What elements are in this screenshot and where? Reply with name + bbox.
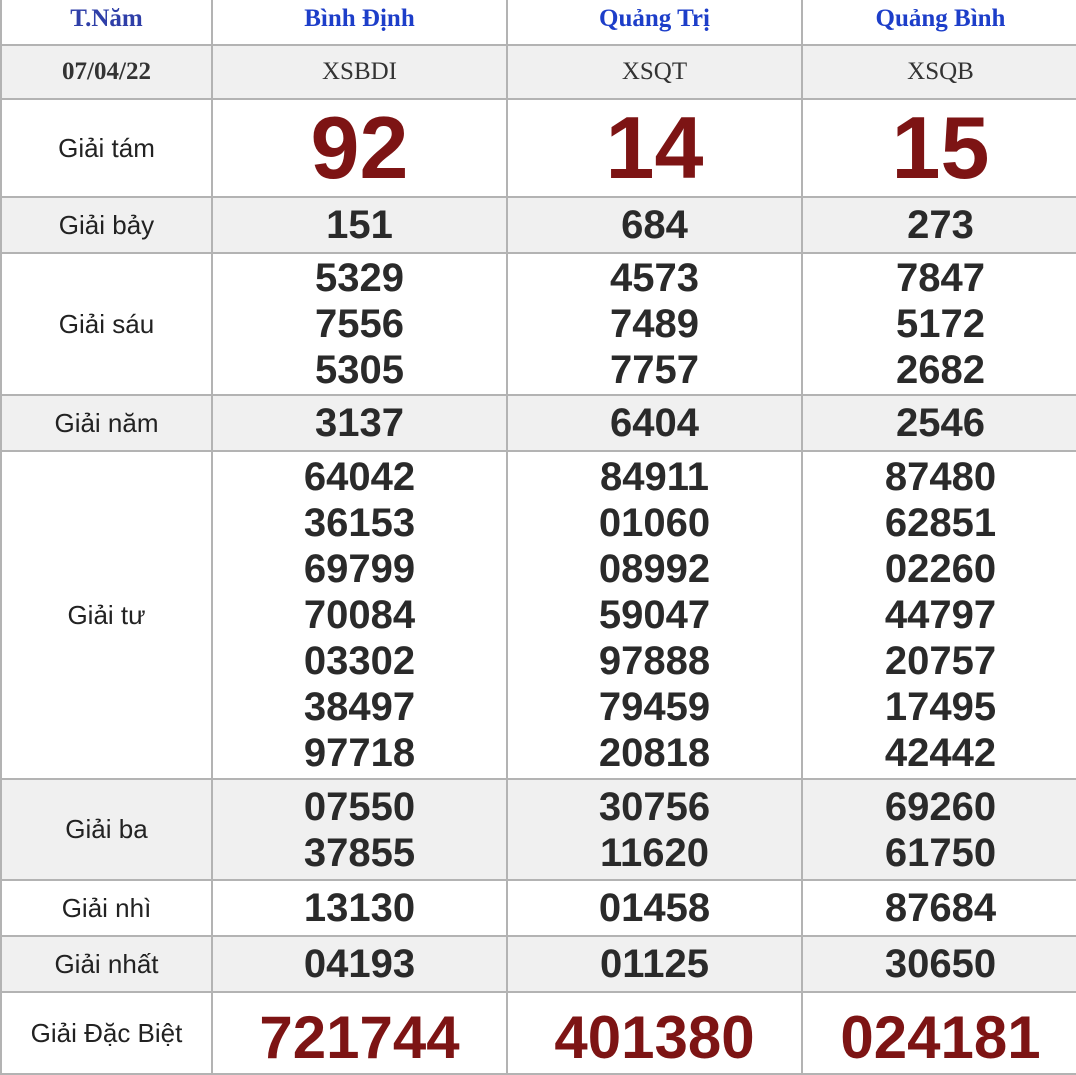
winning-number: 42442 <box>884 731 997 775</box>
code-quang-binh: XSQB <box>802 45 1076 99</box>
winning-number: 7757 <box>610 348 699 392</box>
winning-number: 97888 <box>598 639 711 683</box>
prize-cell-quang-binh <box>802 451 1076 779</box>
prize-cell-quang-binh <box>802 253 1076 395</box>
prize-label-cell <box>1 451 212 779</box>
prize-row-g7 <box>1 197 1076 253</box>
winning-number: 6404 <box>610 401 699 445</box>
prize-cell-quang-tri <box>507 451 802 779</box>
prize-label-cell <box>1 253 212 395</box>
prize-label: Giải bảy <box>58 209 155 240</box>
prize-cell-quang-tri <box>507 253 802 395</box>
winning-number: 13130 <box>303 886 416 930</box>
prize-cell-quang-binh <box>802 779 1076 880</box>
prize-row-g4 <box>1 451 1076 779</box>
code-binh-dinh: XSBDI <box>212 45 507 99</box>
prize-label-cell <box>1 395 212 451</box>
prize-cell-binh-dinh <box>212 253 507 395</box>
prize-cell-binh-dinh <box>212 936 507 992</box>
draw-date: 07/04/22 <box>1 45 212 99</box>
winning-number: 38497 <box>303 685 416 729</box>
winning-number: 024181 <box>840 1004 1041 1071</box>
prize-cell-quang-binh <box>802 880 1076 936</box>
winning-number: 401380 <box>554 1004 755 1071</box>
winning-number: 69260 <box>884 784 997 829</box>
winning-number: 70084 <box>303 593 416 637</box>
winning-number: 7556 <box>315 302 404 346</box>
winning-number: 97718 <box>303 731 416 775</box>
prize-cell-binh-dinh <box>212 992 507 1074</box>
winning-number: 2546 <box>896 401 985 445</box>
winning-number: 5172 <box>896 302 985 346</box>
winning-number: 59047 <box>598 593 711 637</box>
prize-row-g5 <box>1 395 1076 451</box>
prize-cell-binh-dinh <box>212 779 507 880</box>
winning-number: 7847 <box>896 256 985 300</box>
prize-cell-quang-tri <box>507 936 802 992</box>
winning-number: 5305 <box>315 348 404 392</box>
prize-cell-quang-tri <box>507 99 802 197</box>
winning-number: 5329 <box>315 256 404 300</box>
prize-cell-quang-tri <box>507 992 802 1074</box>
winning-number: 273 <box>907 203 974 247</box>
winning-number: 84911 <box>599 455 710 499</box>
province-header-quang-binh[interactable]: Quảng Bình <box>802 0 1076 45</box>
prize-cell-binh-dinh <box>212 197 507 253</box>
prize-cell-quang-binh <box>802 395 1076 451</box>
code-quang-tri: XSQT <box>507 45 802 99</box>
winning-number: 64042 <box>303 455 416 499</box>
prize-label-cell <box>1 936 212 992</box>
winning-number: 36153 <box>303 501 416 545</box>
winning-number: 3137 <box>315 401 404 445</box>
prize-cell-binh-dinh <box>212 395 507 451</box>
date-row <box>1 45 1076 99</box>
prize-label: Giải tám <box>58 132 155 163</box>
prize-label-cell <box>1 880 212 936</box>
prize-cell-quang-tri <box>507 779 802 880</box>
prize-label: Giải ba <box>65 814 148 844</box>
winning-number: 20757 <box>884 639 997 683</box>
prize-cell-binh-dinh <box>212 451 507 779</box>
winning-number: 02260 <box>884 547 997 591</box>
winning-number: 17495 <box>884 685 997 729</box>
prize-cell-quang-tri <box>507 197 802 253</box>
province-header-binh-dinh[interactable]: Bình Định <box>212 0 507 45</box>
prize-cell-binh-dinh <box>212 880 507 936</box>
prize-row-g2 <box>1 880 1076 936</box>
winning-number: 7489 <box>610 302 699 346</box>
weekday-header: T.Năm <box>1 0 212 45</box>
prize-cell-quang-binh <box>802 99 1076 197</box>
prize-label: Giải tư <box>67 599 146 630</box>
prize-row-special <box>1 992 1076 1074</box>
prize-cell-quang-binh <box>802 992 1076 1074</box>
winning-number: 4573 <box>610 256 699 300</box>
winning-number: 14 <box>605 98 704 197</box>
prize-row-g1 <box>1 936 1076 992</box>
winning-number: 37855 <box>303 830 416 875</box>
winning-number: 87684 <box>884 886 997 930</box>
winning-number: 721744 <box>259 1004 460 1071</box>
prize-cell-binh-dinh <box>212 99 507 197</box>
winning-number: 15 <box>891 98 990 197</box>
prize-label-cell <box>1 779 212 880</box>
prize-label-cell <box>1 197 212 253</box>
prize-row-g8 <box>1 99 1076 197</box>
prize-row-g3 <box>1 779 1076 880</box>
prize-cell-quang-tri <box>507 880 802 936</box>
winning-number: 07550 <box>303 784 416 829</box>
prize-label: Giải sáu <box>58 308 155 339</box>
winning-number: 69799 <box>303 547 416 591</box>
winning-number: 04193 <box>303 942 416 986</box>
winning-number: 61750 <box>884 830 997 875</box>
winning-number: 30756 <box>598 784 711 829</box>
prize-label-cell <box>1 992 212 1074</box>
prize-label: Giải nhì <box>61 892 152 923</box>
prize-cell-quang-binh <box>802 936 1076 992</box>
winning-number: 151 <box>326 203 393 247</box>
prize-label: Giải Đặc Biệt <box>30 1017 183 1048</box>
prize-label: Giải năm <box>54 407 159 438</box>
winning-number: 92 <box>310 98 409 197</box>
prize-label-cell <box>1 99 212 197</box>
winning-number: 87480 <box>884 455 997 499</box>
prize-label: Giải nhất <box>54 948 159 979</box>
winning-number: 01458 <box>598 886 711 930</box>
winning-number: 03302 <box>303 639 416 683</box>
province-header-quang-tri[interactable]: Quảng Trị <box>507 0 802 45</box>
winning-number: 30650 <box>884 942 997 986</box>
winning-number: 01060 <box>598 501 711 545</box>
winning-number: 01125 <box>599 942 710 986</box>
prize-cell-quang-binh <box>802 197 1076 253</box>
winning-number: 11620 <box>599 830 710 875</box>
winning-number: 684 <box>621 203 688 247</box>
winning-number: 2682 <box>896 348 985 392</box>
winning-number: 79459 <box>598 685 711 729</box>
prize-row-g6 <box>1 253 1076 395</box>
winning-number: 62851 <box>884 501 997 545</box>
winning-number: 08992 <box>598 547 711 591</box>
winning-number: 20818 <box>598 731 711 775</box>
prize-cell-quang-tri <box>507 395 802 451</box>
header-row <box>1 0 1076 45</box>
winning-number: 44797 <box>884 593 997 637</box>
